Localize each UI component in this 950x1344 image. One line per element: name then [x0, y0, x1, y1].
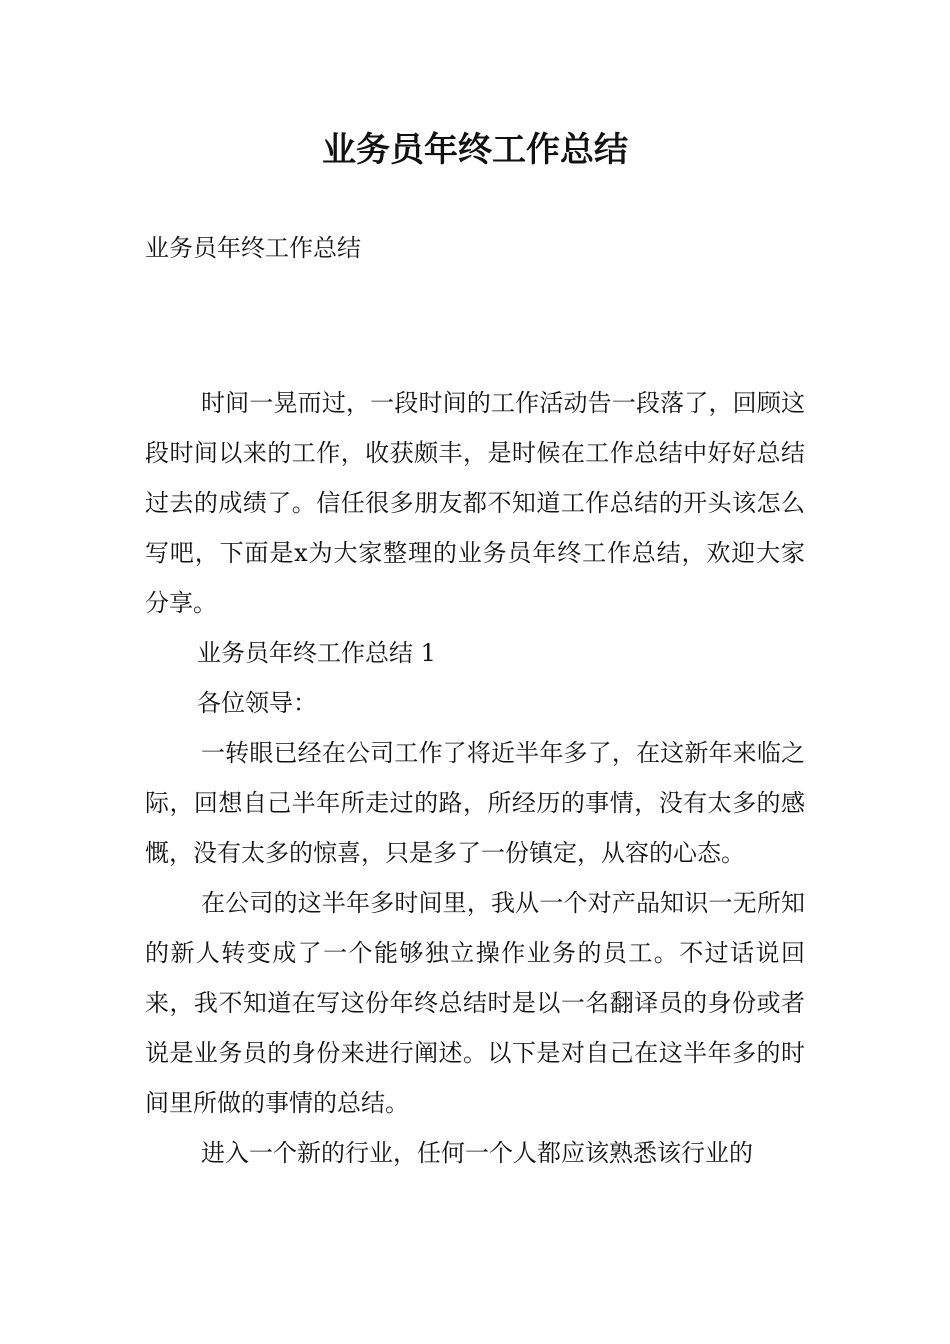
- body-paragraph: 在公司的这半年多时间里，我从一个对产品知识一无所知的新人转变成了一个能够独立操作业务的员工。不过话说回来，我不知道在写这份年终总结时是以一名翻译员的身份或者说是业务员的身份来进行阐述。以下是对自己在这半年多的时间里所做的事情的总结。: [145, 889, 805, 1117]
- body-paragraph: 进入一个新的行业，任何一个人都应该熟悉该行业的: [201, 1139, 753, 1167]
- body-paragraph: 一转眼已经在公司工作了将近半年多了，在这新年来临之际，回想自己半年所走过的路，所经历的事情，没有太多的感慨，没有太多的惊喜，只是多了一份镇定，从容的心态。: [145, 739, 805, 867]
- section-heading: 业务员年终工作总结 1: [197, 639, 436, 667]
- intro-paragraph: 时间一晃而过，一段时间的工作活动告一段落了，回顾这段时间以来的工作，收获颇丰，是时候在工作总结中好好总结过去的成绩了。信任很多朋友都不知道工作总结的开头该怎么写吧，下面是x为大家整理的业务员年终工作总结，欢迎大家分享。: [145, 389, 805, 617]
- document-subtitle: 业务员年终工作总结: [145, 234, 361, 262]
- document-title: 业务员年终工作总结: [322, 130, 628, 170]
- salutation: 各位领导：: [197, 689, 317, 717]
- document-body: [145, 378, 805, 1178]
